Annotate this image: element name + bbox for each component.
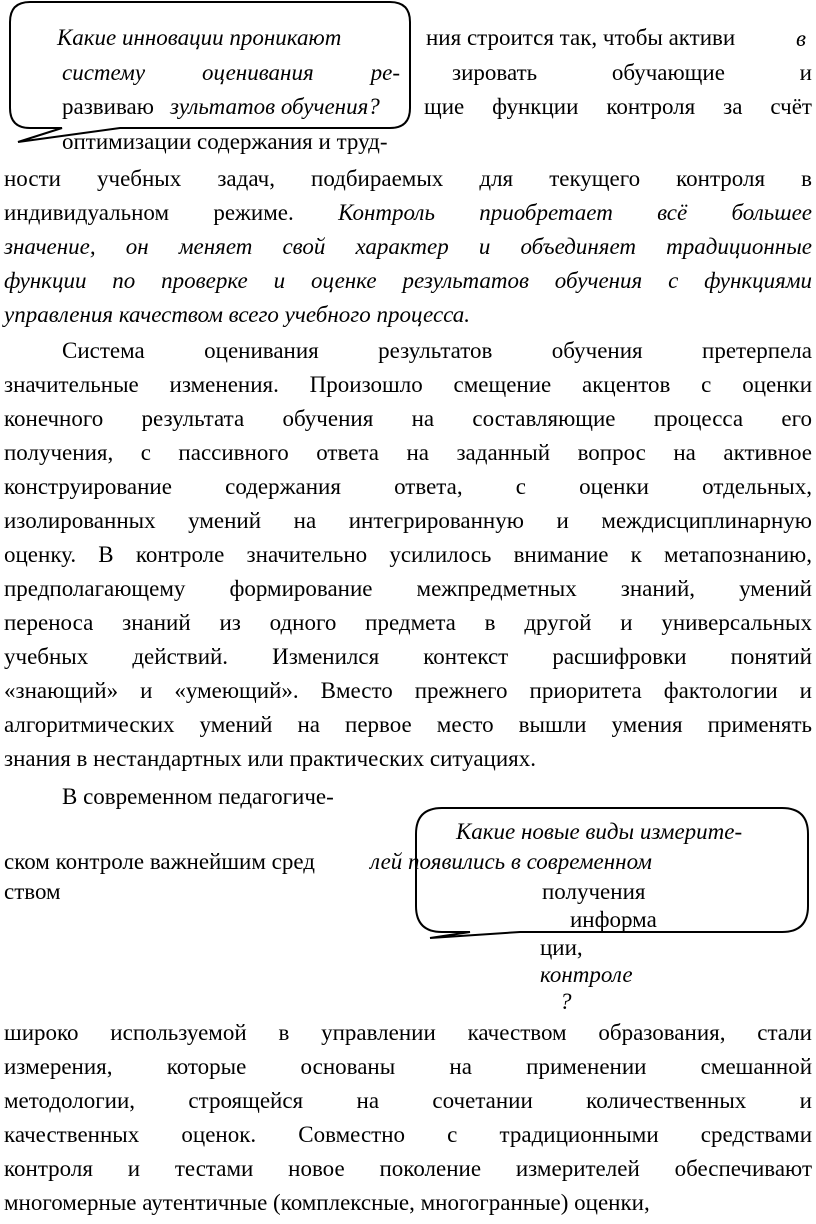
para1-line-1: ности учебных задач, подбираемых для текущего контроля в <box>4 166 812 191</box>
para2-line-11: «знающий» и «умеющий». Вместо прежнего приоритета фактологии и <box>4 678 812 703</box>
para2-line-10: учебных действий. Изменился контекст расшифровки понятий <box>4 644 812 669</box>
para2-line-6: изолированных умений на интегрированную и междисциплинарную <box>4 508 812 533</box>
text-fragment-top-right-1: ния строится так, чтобы активи <box>426 25 736 50</box>
right-fragment-5: ? <box>560 989 572 1014</box>
para1-line-2-italic: Контроль приобретает всё большее <box>338 200 813 225</box>
para1-line-3: значение, он меняет свой характер и объединяет традиционные <box>4 234 812 259</box>
text-fragment-optimization: оптимизации содержания и труд- <box>62 129 388 154</box>
para2-line-2: значительные изменения. Произошло смещение акцентов с оценки <box>4 372 812 397</box>
text-fragment-razvivayu: развиваю <box>62 94 154 119</box>
para2-line-9: переноса знаний из одного предмета в другой и универсальных <box>4 610 812 635</box>
para1-line-2-normal: индивидуальном режиме. <box>4 200 294 225</box>
right-fragment-3: ции, <box>540 935 583 960</box>
para2-line-8: предполагающему формирование межпредметных знаний, умений <box>4 576 812 601</box>
para2-line-3: конечного результата обучения на составляющие процесса его <box>4 406 812 431</box>
para3-start: В современном педагогиче- <box>62 784 334 809</box>
para1-line-4: функции по проверке и оценке результатов обучения с функциями <box>4 268 812 293</box>
para2-line-13: знания в нестандартных или практических ситуациях. <box>4 746 536 771</box>
para2-line-1: Система оценивания результатов обучения претерпела <box>62 338 812 363</box>
text-fragment-top-right-3: щие функции контроля за счёт <box>424 94 812 119</box>
para4-line-3: методологии, строящейся на сочетании количественных и <box>4 1088 812 1113</box>
callout-bottom-line-1: Какие новые виды измерите- <box>456 819 743 844</box>
para3-fragment-a: ском контроле важнейшим сред <box>4 849 315 874</box>
text-fragment-b: в <box>796 26 806 51</box>
para1-line-5: управления качеством всего учебного процесса. <box>4 302 471 327</box>
para2-line-7: оценку. В контроле значительно усилилось внимание к метапознанию, <box>4 542 812 567</box>
right-fragment-1: получения <box>542 879 646 904</box>
para2-line-4: получения, с пассивного ответа на заданный вопрос на активное <box>4 440 812 465</box>
para4-line-2: измерения, которые основаны на применении смешанной <box>4 1054 812 1079</box>
para2-line-5: конструирование содержания ответа, с оценки отдельных, <box>4 474 812 499</box>
callout-top-line-2: систему оценивания ре- <box>62 60 400 85</box>
para2-line-12: алгоритмических умений на первое место вышли умения применять <box>4 712 812 737</box>
para3-fragment-b: ством <box>4 879 61 904</box>
right-fragment-4: контроле <box>540 962 633 987</box>
text-fragment-top-right-2: зировать обучающие и <box>452 60 812 85</box>
para1-line-2 <box>4 201 812 224</box>
para4-line-4: качественных оценок. Совместно с традиционными средствами <box>4 1122 812 1147</box>
para4-line-1: широко используемой в управлении качеством образования, стали <box>4 1020 812 1045</box>
right-fragment-2: информа <box>570 907 657 932</box>
para4-line-6: многомерные аутентичные (комплексные, многогранные) оценки, <box>4 1190 650 1215</box>
callout-top-line-3: зультатов обучения? <box>170 94 380 119</box>
callout-bottom-line-2: лей появились в современном <box>370 849 652 874</box>
para4-line-5: контроля и тестами новое поколение измерителей обеспечивают <box>4 1156 812 1181</box>
callout-top-line-1: Какие инновации проникают <box>57 25 342 50</box>
